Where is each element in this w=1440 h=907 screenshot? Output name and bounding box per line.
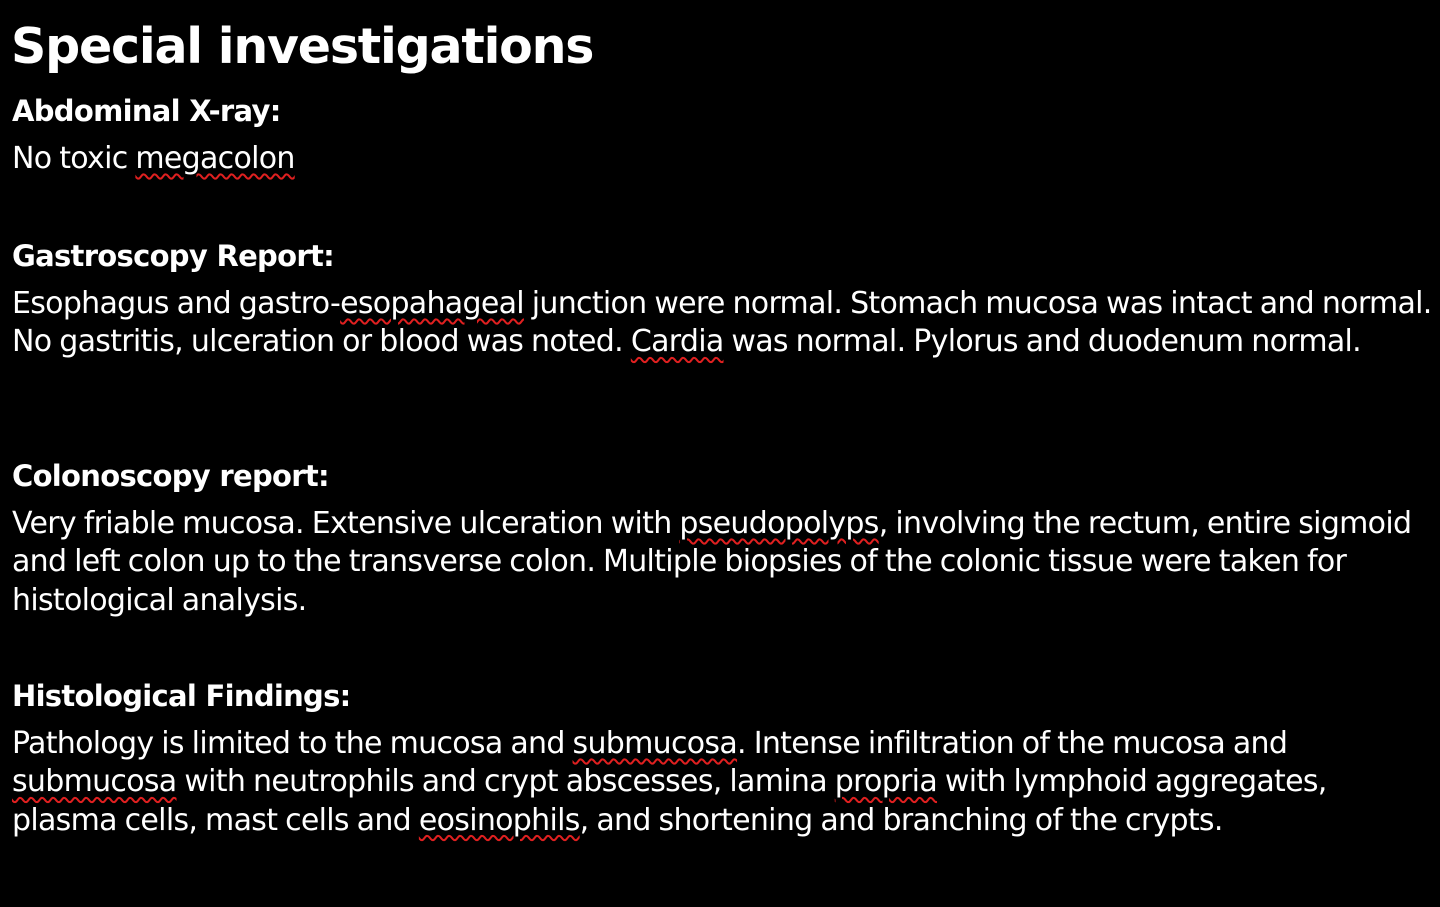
section-colonoscopy-report <box>12 457 1432 620</box>
body-text-run: , and shortening and branching of the crypts. <box>579 802 1223 838</box>
spellcheck-flagged-word: esopahageal <box>340 286 524 321</box>
body-text-run: with neutrophils and crypt abscesses, lamina <box>176 764 835 800</box>
section-body <box>12 140 1432 178</box>
section-body <box>12 505 1432 620</box>
slide-title: Special investigations <box>11 18 594 75</box>
body-text-run: junction were normal. Stomach mucosa was intact and normal. No gastritis, ulceration or blood was noted. <box>12 286 1432 360</box>
spellcheck-flagged-word: pseudopolyps <box>679 506 879 541</box>
body-text-run: was normal. Pylorus and duodenum normal. <box>723 324 1362 360</box>
section-abdominal-xray <box>12 92 1432 178</box>
spellcheck-flagged-word: Cardia <box>630 324 724 360</box>
body-text-run: , involving the rectum, entire sigmoid and left colon up to the transverse colon. Multiple biopsies of the colonic tissue were taken for histological analysis. <box>12 506 1412 618</box>
spellcheck-flagged-word: megacolon <box>135 141 295 176</box>
section-heading: Colonoscopy report: <box>12 459 329 493</box>
body-text-run: with lymphoid aggregates, plasma cells, mast cells and <box>12 764 1327 838</box>
section-body <box>12 285 1432 362</box>
section-body <box>12 725 1432 840</box>
body-text-run: Esophagus and gastro- <box>12 286 341 321</box>
spellcheck-flagged-word: propria <box>834 764 938 800</box>
section-heading: Histological Findings: <box>12 679 351 713</box>
section-histological-findings <box>12 677 1432 840</box>
spellcheck-flagged-word: submucosa <box>572 726 738 761</box>
section-heading: Abdominal X-ray: <box>12 94 281 128</box>
section-heading: Gastroscopy Report: <box>12 239 334 273</box>
body-text-run: Pathology is limited to the mucosa and <box>12 726 573 761</box>
spellcheck-flagged-word: eosinophils <box>418 802 580 838</box>
body-text-run: Very friable mucosa. Extensive ulceration with <box>12 506 680 541</box>
body-text-run: No toxic <box>12 141 136 176</box>
body-text-run: . Intense infiltration of the mucosa and <box>737 726 1288 761</box>
spellcheck-flagged-word: submucosa <box>12 764 177 800</box>
section-gastroscopy-report <box>12 237 1432 362</box>
